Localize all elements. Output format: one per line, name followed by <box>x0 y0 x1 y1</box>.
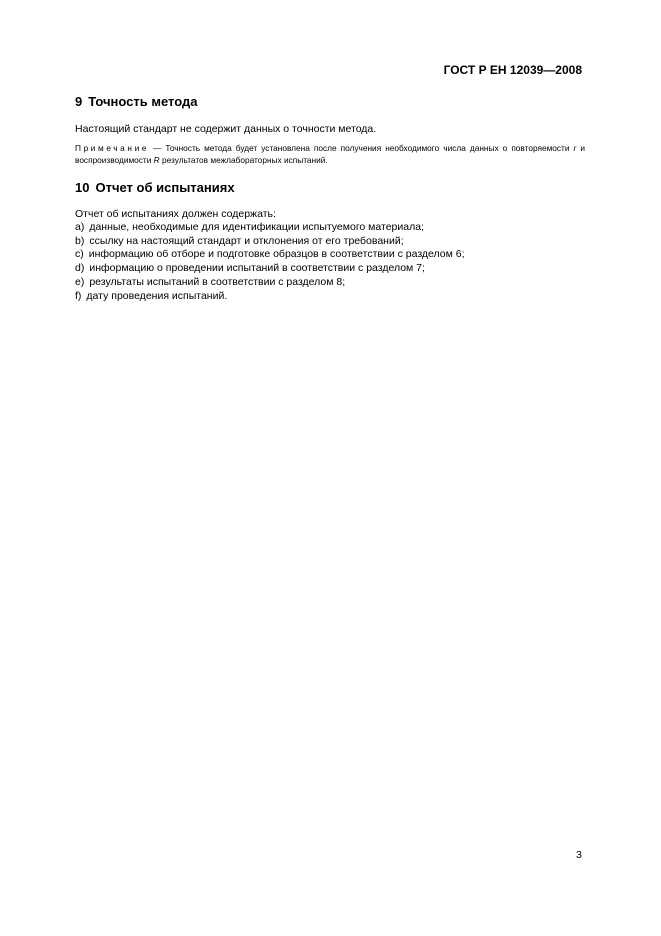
section-9-text: Настоящий стандарт не содержит данных о точности метода. <box>75 123 377 135</box>
list-item-text: информацию об отборе и подготовке образцов в соответствии с разделом 6; <box>88 248 465 261</box>
section-9-heading <box>75 94 197 109</box>
note-text-part2: и воспроизводимости <box>75 143 585 165</box>
list-item-marker: f) <box>75 289 82 302</box>
note-text-part3: результатов межлабораторных испытаний. <box>159 155 328 165</box>
section-9-number: 9 <box>75 94 83 109</box>
section-10-number: 10 <box>75 180 90 195</box>
section-9-title: Точность метода <box>88 94 198 109</box>
list-item-marker: d) <box>75 262 85 275</box>
note-symbol-R: R <box>153 155 160 165</box>
note-symbol-r: r <box>573 143 577 153</box>
list-item <box>75 248 465 262</box>
list-item-marker: c) <box>75 248 84 261</box>
list-item <box>75 290 465 304</box>
list-item-marker: b) <box>75 234 85 247</box>
section-10-title: Отчет об испытаниях <box>95 180 235 195</box>
list-item <box>75 262 465 276</box>
note-dash: — <box>149 143 166 153</box>
list-item-marker: e) <box>75 275 85 288</box>
list-item <box>75 221 465 235</box>
list-item-text: результаты испытаний в соответствии с разделом 8; <box>89 275 346 288</box>
note-text-part1: Точность метода будет установлена после получения необходимого числа данных о повторяемости <box>165 143 574 153</box>
list-item-text: данные, необходимые для идентификации испытуемого материала; <box>89 221 424 233</box>
list-item-marker: a) <box>75 221 85 233</box>
document-id-header: ГОСТ Р ЕН 12039—2008 <box>443 63 582 77</box>
list-item-text: ссылку на настоящий стандарт и отклонения от его требований; <box>89 234 404 247</box>
page-number: 3 <box>576 849 582 861</box>
section-10-intro: Отчет об испытаниях должен содержать: <box>75 208 276 220</box>
list-item-text: информацию о проведении испытаний в соответствии с разделом 7; <box>89 262 425 275</box>
list-item <box>75 235 465 249</box>
note-label: Примечание <box>75 143 150 153</box>
report-contents-list <box>75 221 465 303</box>
section-10-heading <box>75 180 235 195</box>
section-9-note <box>75 142 585 166</box>
list-item <box>75 276 465 290</box>
list-item-text: дату проведения испытаний. <box>86 289 228 302</box>
